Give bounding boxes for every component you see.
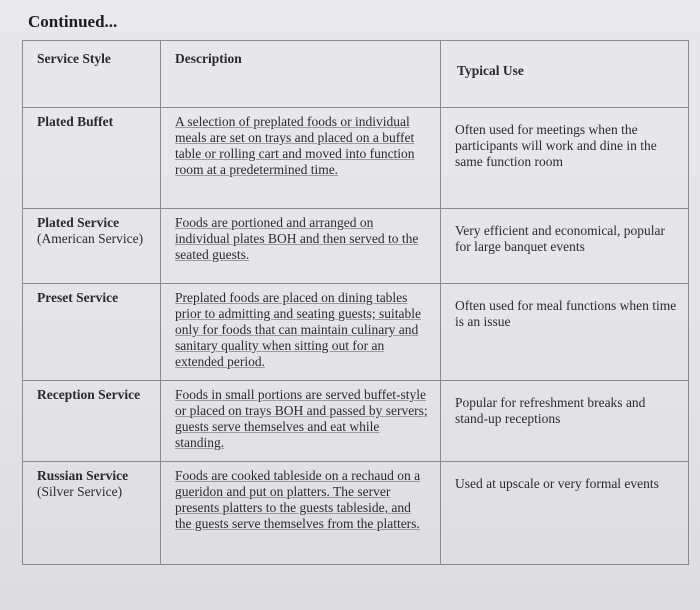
typical-use-cell: Used at upscale or very formal events bbox=[441, 462, 689, 565]
description-cell: Foods are portioned and arranged on individual plates BOH and then served to the seated guests. bbox=[161, 209, 441, 284]
service-style-name: Preset Service bbox=[37, 290, 119, 305]
description-cell: Preplated foods are placed on dining tables prior to admitting and seating guests; suitable only for foods that can maintain culinary and sanitary quality when sitting out for an extended period. bbox=[161, 284, 441, 381]
service-style-cell bbox=[23, 284, 161, 381]
service-style-name: Plated Service bbox=[37, 215, 120, 230]
table-row bbox=[23, 381, 689, 462]
description-cell: Foods in small portions are served buffet-style or placed on trays BOH and passed by servers; guests serve themselves and eat while standing. bbox=[161, 381, 441, 462]
header-description: Description bbox=[161, 41, 441, 108]
service-style-cell bbox=[23, 108, 161, 209]
service-style-subtitle: (Silver Service) bbox=[37, 484, 123, 499]
service-style-cell bbox=[23, 209, 161, 284]
typical-use-cell: Often used for meetings when the participants will work and dine in the same function room bbox=[441, 108, 689, 209]
service-style-subtitle: (American Service) bbox=[37, 231, 144, 246]
typical-use-cell: Very efficient and economical, popular for large banquet events bbox=[441, 209, 689, 284]
service-style-cell bbox=[23, 381, 161, 462]
service-style-name: Russian Service bbox=[37, 468, 129, 483]
service-styles-table bbox=[22, 40, 689, 565]
service-style-cell bbox=[23, 462, 161, 565]
page-title: Continued... bbox=[28, 12, 118, 31]
table-row bbox=[23, 284, 689, 381]
description-cell: A selection of preplated foods or individual meals are set on trays and placed on a buffet table or rolling cart and moved into function room at a predetermined time. bbox=[161, 108, 441, 209]
typical-use-cell: Popular for refreshment breaks and stand-up receptions bbox=[441, 381, 689, 462]
table-header-row bbox=[23, 41, 689, 108]
table-row bbox=[23, 108, 689, 209]
header-service-style: Service Style bbox=[23, 41, 161, 108]
service-style-name: Plated Buffet bbox=[37, 114, 114, 129]
service-style-name: Reception Service bbox=[37, 387, 141, 402]
typical-use-cell: Often used for meal functions when time is an issue bbox=[441, 284, 689, 381]
header-typical-use: Typical Use bbox=[441, 41, 689, 108]
table-row bbox=[23, 462, 689, 565]
table-row bbox=[23, 209, 689, 284]
description-cell: Foods are cooked tableside on a rechaud on a gueridon and put on platters. The server presents platters to the guests tableside, and the guests serve themselves from the platters. bbox=[161, 462, 441, 565]
